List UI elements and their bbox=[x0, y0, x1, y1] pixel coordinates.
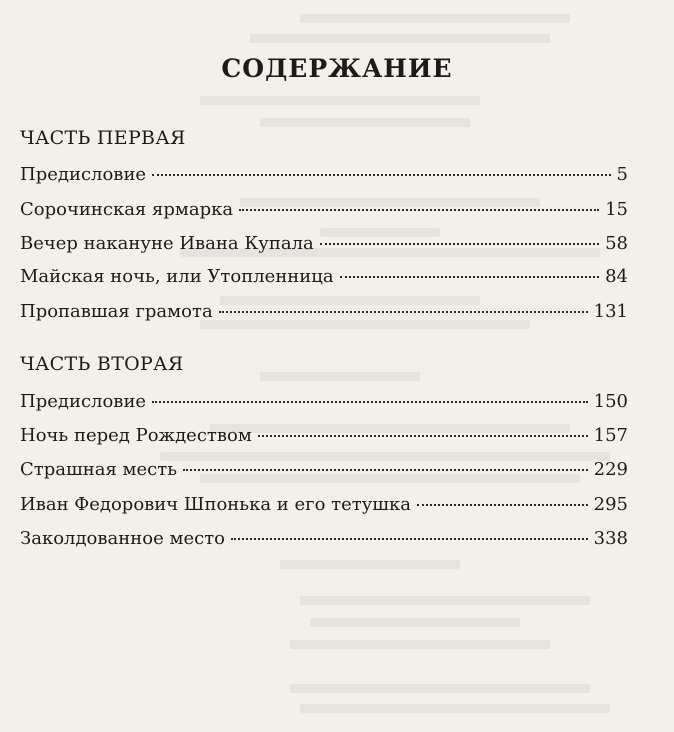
toc-entry-title: Предисловие bbox=[20, 391, 147, 412]
dot-leader bbox=[152, 401, 588, 403]
toc-entry-page: 157 bbox=[593, 425, 628, 446]
toc-entry-page: 58 bbox=[605, 233, 628, 254]
dot-leader bbox=[183, 469, 588, 471]
toc-entry-title: Страшная месть bbox=[20, 459, 178, 480]
toc-entry-title: Заколдованное место bbox=[20, 528, 225, 549]
toc-entry-title: Предисловие bbox=[20, 164, 147, 185]
toc-entry-page: 295 bbox=[593, 494, 628, 515]
dot-leader bbox=[258, 435, 588, 437]
toc-entry[interactable] bbox=[20, 391, 628, 415]
toc-entry-page: 84 bbox=[605, 266, 628, 287]
toc-entry[interactable] bbox=[20, 199, 628, 223]
part-heading-first: ЧАСТЬ ПЕРВАЯ bbox=[20, 127, 186, 149]
toc-entry[interactable] bbox=[20, 164, 628, 188]
toc-entry[interactable] bbox=[20, 233, 628, 257]
toc-entry-title: Ночь перед Рождеством bbox=[20, 425, 252, 446]
dot-leader bbox=[152, 174, 610, 176]
toc-entry[interactable] bbox=[20, 494, 628, 518]
dot-leader bbox=[219, 311, 588, 313]
toc-entry-page: 5 bbox=[616, 164, 628, 185]
toc-entry-page: 229 bbox=[593, 459, 628, 480]
dot-leader bbox=[239, 209, 599, 211]
dot-leader bbox=[417, 504, 588, 506]
page-title: СОДЕРЖАНИЕ bbox=[221, 54, 453, 83]
dot-leader bbox=[340, 276, 599, 278]
toc-entry-page: 338 bbox=[593, 528, 628, 549]
toc-entry-title: Сорочинская ярмарка bbox=[20, 199, 234, 220]
toc-entry-title: Пропавшая грамота bbox=[20, 301, 213, 322]
toc-entry[interactable] bbox=[20, 425, 628, 449]
toc-entry-page: 150 bbox=[593, 391, 628, 412]
dot-leader bbox=[231, 538, 588, 540]
toc-entry-title: Майская ночь, или Утопленница bbox=[20, 266, 334, 287]
toc-entry-title: Вечер накануне Ивана Купала bbox=[20, 233, 314, 254]
toc-entry[interactable] bbox=[20, 266, 628, 290]
toc-entry-page: 131 bbox=[593, 301, 628, 322]
toc-entry-page: 15 bbox=[605, 199, 628, 220]
toc-entry[interactable] bbox=[20, 528, 628, 552]
toc-entry-title: Иван Федорович Шпонька и его тетушка bbox=[20, 494, 412, 515]
toc-entry[interactable] bbox=[20, 459, 628, 483]
dot-leader bbox=[320, 243, 599, 245]
part-heading-second: ЧАСТЬ ВТОРАЯ bbox=[20, 353, 184, 375]
toc-entry[interactable] bbox=[20, 301, 628, 325]
